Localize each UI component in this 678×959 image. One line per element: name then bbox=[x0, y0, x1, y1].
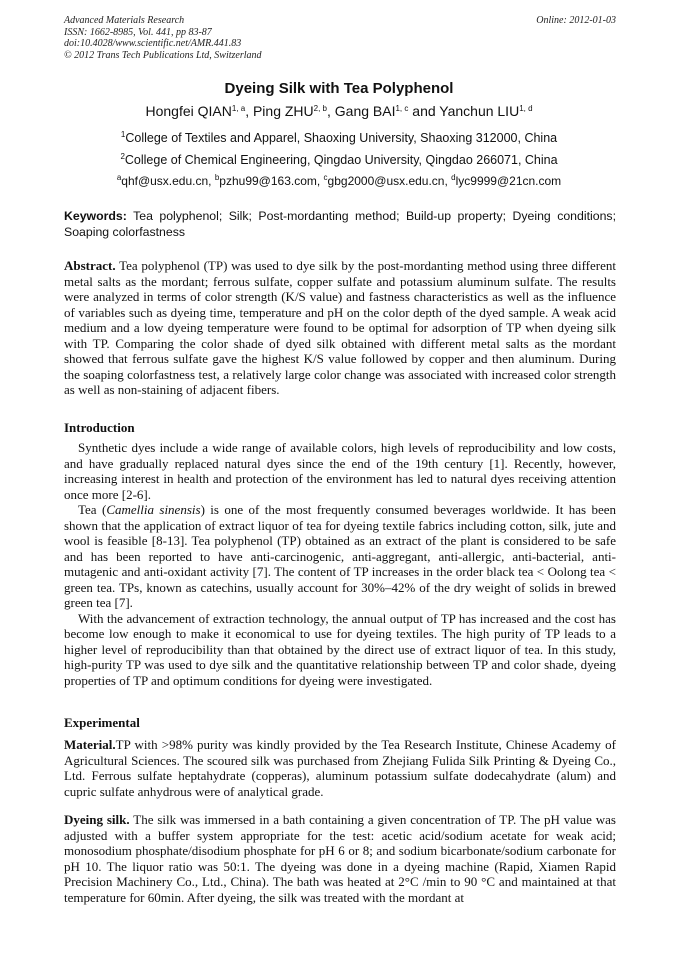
species-name: Camellia sinensis bbox=[106, 502, 201, 517]
author-name: Ping ZHU bbox=[252, 103, 314, 119]
email-address[interactable]: lyc9999@21cn.com bbox=[455, 174, 562, 188]
author-name: Gang BAI bbox=[334, 103, 396, 119]
journal-issn: ISSN: 1662-8985, Vol. 441, pp 83-87 bbox=[64, 26, 212, 38]
author-sup: 1, c bbox=[395, 104, 409, 113]
affiliation-text: College of Textiles and Apparel, Shaoxing University, Shaoxing 312000, China bbox=[125, 131, 558, 145]
email-sup: a bbox=[116, 173, 122, 182]
author-emails bbox=[0, 174, 678, 188]
email-address[interactable]: pzhu99@163.com, bbox=[219, 174, 324, 188]
email-sup: b bbox=[214, 173, 220, 182]
abstract-label: Abstract. bbox=[64, 258, 116, 273]
affiliation-num: 1 bbox=[120, 130, 126, 139]
email-address[interactable]: gbg2000@usx.edu.cn, bbox=[327, 174, 452, 188]
author-sup: 2, b bbox=[313, 104, 327, 113]
abstract bbox=[64, 258, 616, 398]
material-paragraph bbox=[64, 737, 616, 799]
author-sep: , bbox=[245, 103, 253, 119]
journal-header bbox=[64, 15, 616, 61]
section-heading-experimental: Experimental bbox=[64, 715, 140, 730]
author-sup: 1, a bbox=[231, 104, 246, 113]
abstract-text: Tea polyphenol (TP) was used to dye silk by the post-mordanting method using three different metal salts as the mordant; ferrous sulfate, copper sulfate and potassium aluminum sulfate. The results were analyzed in terms of color strength (K/S value) and fastness characteristics as well as the influence of variables such as dyeing time, temperature and pH on the color depth of the dyed sample. A weak acid medium and a low dyeing temperature were found to be optimal for adsorption of TP when dyeing silk with TP. Comparing the color shade of dyed silk obtained with different metal salts as the mordant showed that ferrous sulfate gave the highest K/S value followed by copper and then aluminum. During the soaping colorfastness test, a relatively large color change was associated with increased color strength as well as non-staining of adjacent fibers. bbox=[64, 258, 616, 397]
paragraph: Synthetic dyes include a wide range of available colors, high levels of reproducibility and low costs, and have gradually replaced natural dyes since the end of the 19th century [1]. Recently, however, increasing interest in health and protection of the environment has led to natural dyes receiving attention once more [2-6]. bbox=[64, 440, 616, 502]
dyeing-label: Dyeing silk. bbox=[64, 812, 130, 827]
dyeing-paragraph bbox=[64, 812, 616, 905]
email-address[interactable]: qhf@usx.edu.cn, bbox=[121, 174, 215, 188]
affiliation bbox=[0, 153, 678, 167]
dyeing-text: The silk was immersed in a bath containing a given concentration of TP. The pH value was adjusted with a buffer system appropriate for the test: acetic acid/sodium acetate for weak acid; monosodium phosphate/disodium phosphate for pH 6 or 8; and sodium bicarbonate/sodium carbonate for pH 10. The liquor ratio was 50:1. The dyeing was done in a dyeing machine (Rapid, Xiamen Rapid Precision Machinery Co., Ltd., China). The bath was heated at 2°C /min to 90 °C and maintained at that temperature for 60min. After dyeing, the silk was treated with the mordant at bbox=[64, 812, 616, 905]
email-sup: d bbox=[451, 173, 456, 182]
online-date: Online: 2012-01-03 bbox=[536, 15, 616, 26]
paper-title: Dyeing Silk with Tea Polyphenol bbox=[224, 80, 454, 97]
author-sup: 1, d bbox=[519, 104, 533, 113]
keywords bbox=[64, 208, 616, 240]
journal-copyright: © 2012 Trans Tech Publications Ltd, Switzerland bbox=[64, 49, 262, 61]
author-name: Yanchun LIU bbox=[439, 103, 520, 119]
paragraph bbox=[64, 502, 616, 611]
journal-doi: doi:10.4028/www.scientific.net/AMR.441.83 bbox=[64, 38, 242, 49]
keywords-text: Tea polyphenol; Silk; Post-mordanting method; Build-up property; Dyeing conditions; Soaping colorfastness bbox=[64, 209, 616, 239]
affiliation-num: 2 bbox=[120, 152, 125, 161]
email-sup: c bbox=[323, 173, 328, 182]
affiliation-text: College of Chemical Engineering, Qingdao University, Qingdao 266071, China bbox=[124, 153, 558, 167]
introduction-body bbox=[64, 440, 616, 688]
paragraph-text: Tea ( bbox=[78, 502, 107, 517]
affiliation bbox=[0, 131, 678, 145]
section-heading-introduction: Introduction bbox=[64, 420, 135, 435]
author-name: Hongfei QIAN bbox=[145, 103, 232, 119]
journal-name: Advanced Materials Research bbox=[64, 15, 185, 26]
paragraph: With the advancement of extraction technology, the annual output of TP has increased and the cost has become low enough to make it economical to use for dyeing textiles. The high purity of TP leads to a higher level of reproducibility than that obtained by the direct use of extract liquor of tea. In this study, high-purity TP was used to dye silk and the quantitative relationship between TP and color shade, dyeing properties of TP and optimum conditions for dyeing were investigated. bbox=[64, 610, 616, 688]
author-sep: and bbox=[408, 103, 440, 119]
keywords-label: Keywords: bbox=[64, 209, 127, 223]
material-label: Material. bbox=[64, 737, 116, 752]
material-text: TP with >98% purity was kindly provided by the Tea Research Institute, Chinese Academy of Agricultural Sciences. The scoured silk was purchased from Zhejiang Fulida Silk Printing & Dyeing Co., Ltd. Ferrous sulfate heptahydrate (copperas), aluminum potassium sulfate dodecahydrate (alum) and cupric sulfate anhydrous were of analytical grade. bbox=[64, 737, 616, 799]
author-sep: , bbox=[327, 103, 335, 119]
paragraph-text: ) is one of the most frequently consumed beverages worldwide. It has been shown that the application of extract liquor of tea for dyeing textile fabrics including cotton, silk, jute and wool is feasible [8-13]. Tea polyphenol (TP) obtained as an extract of the plant is considered to be safe and has been reported to have anti-carcinogenic, anti-aggregant, anti-allergic, anti-bacterial, anti-mutagenic and anti-oxidant activity [7]. The content of TP increases in the order black tea < Oolong tea < green tea. TPs, known as catechins, usually account for 30%–42% of the dry weight of solids in brewed green tea [7]. bbox=[64, 502, 616, 610]
author-list bbox=[0, 103, 678, 119]
